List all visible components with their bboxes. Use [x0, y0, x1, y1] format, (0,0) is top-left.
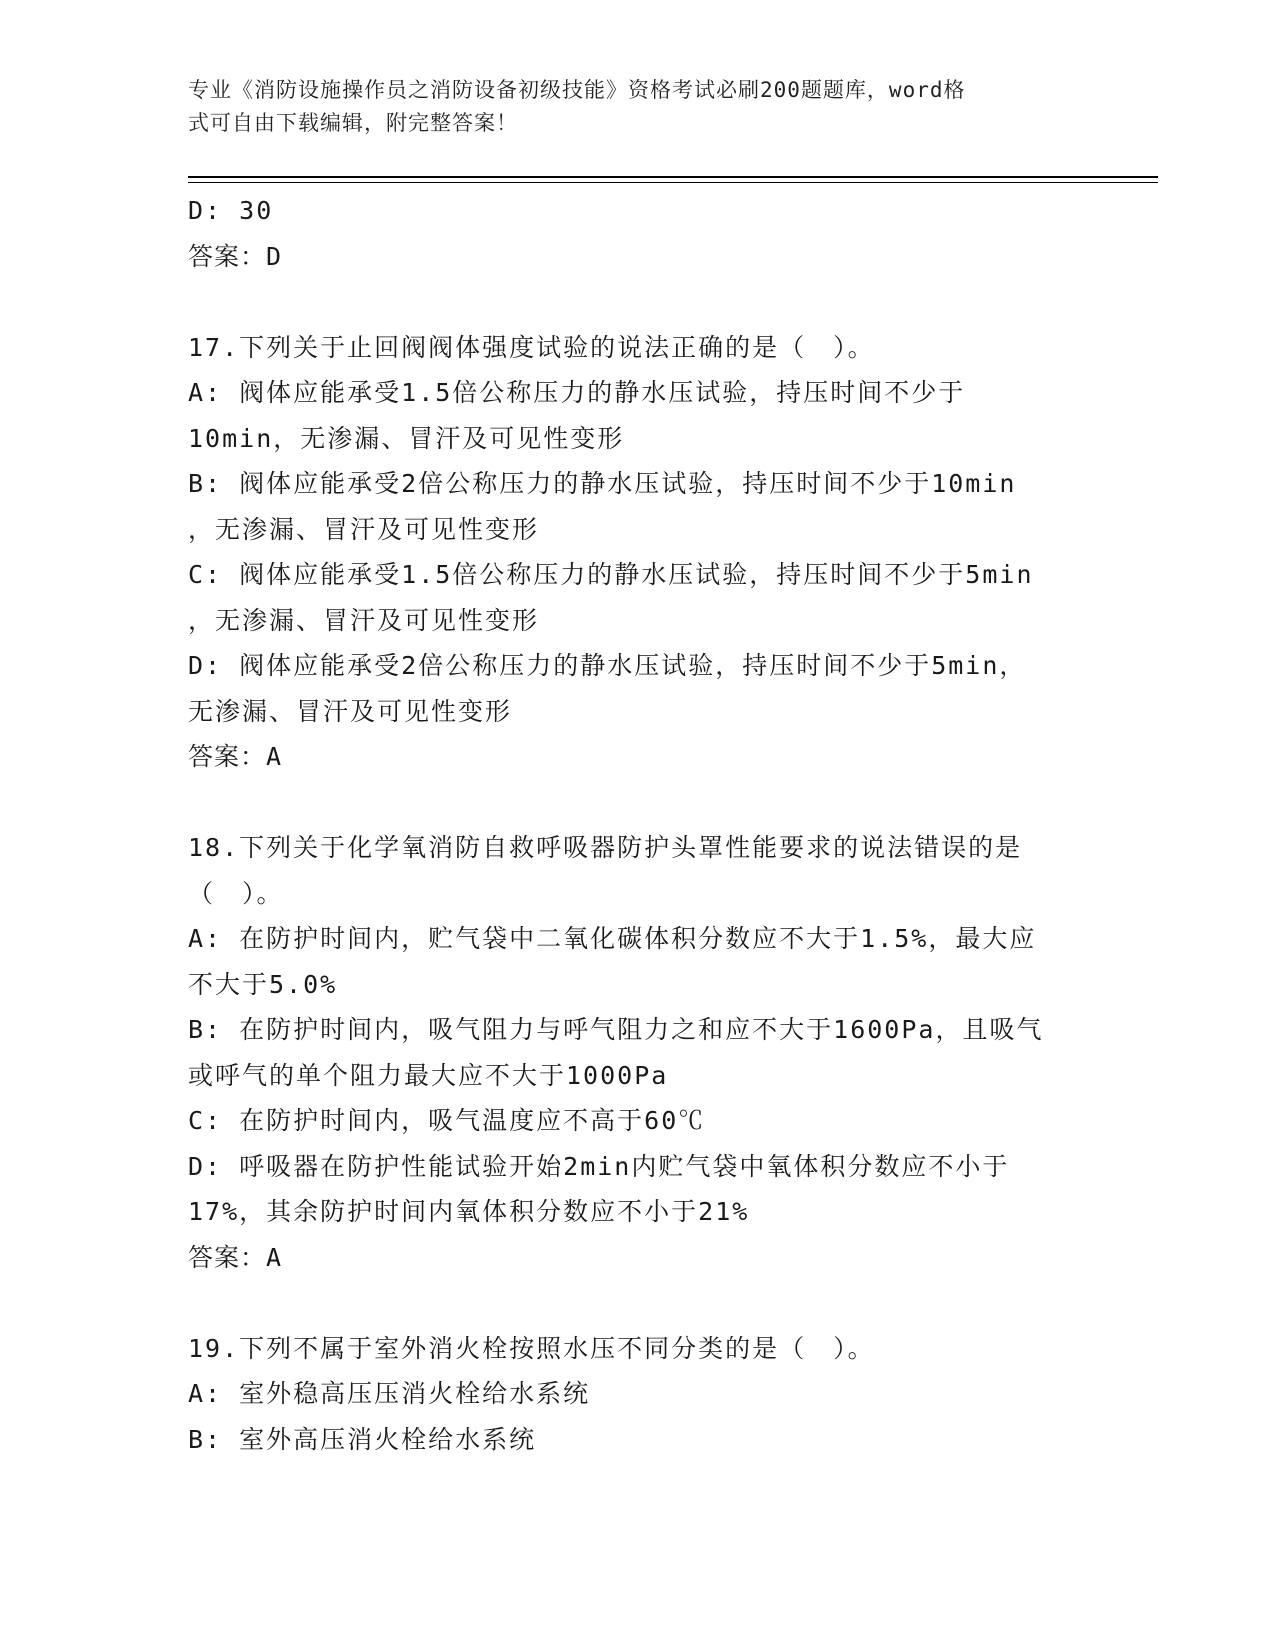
option-line: 10min，无渗漏、冒汗及可见性变形: [188, 423, 625, 453]
question-stem: 19.下列不属于室外消火栓按照水压不同分类的是（ ）。: [188, 1333, 875, 1363]
option-line: A: 室外稳高压压消火栓给水系统: [188, 1379, 591, 1408]
spacer: [188, 780, 1088, 826]
option-line: C: 在防护时间内，吸气温度应不高于60℃: [188, 1106, 706, 1135]
option-line: 或呼气的单个阻力最大应不大于1000Pa: [188, 1060, 669, 1090]
option-line: 17%，其余防护时间内氧体积分数应不小于21%: [188, 1197, 750, 1226]
option-line: C: 阀体应能承受1.5倍公称压力的静水压试验，持压时间不少于5min: [188, 560, 1034, 589]
question-19: [188, 1326, 1088, 1463]
option-line: A: 在防护时间内，贮气袋中二氧化碳体积分数应不大于1.5%，最大应: [188, 924, 1037, 953]
option-line: B: 室外高压消火栓给水系统: [188, 1424, 537, 1454]
option-line: A: 阀体应能承受1.5倍公称压力的静水压试验，持压时间不少于: [188, 378, 966, 407]
spacer: [188, 1280, 1088, 1326]
spacer: [188, 279, 1088, 325]
option-line: D: 呼吸器在防护性能试验开始2min内贮气袋中氧体积分数应不小于: [188, 1151, 1010, 1181]
question-stem-continued: （ ）。: [188, 878, 284, 908]
question-18: [188, 825, 1088, 1280]
header-line-1: 专业《消防设施操作员之消防设备初级技能》资格考试必刷200题题库，word格: [188, 78, 966, 102]
prev-option-d: D: 30: [188, 196, 274, 225]
question-stem: 17.下列关于止回阀阀体强度试验的说法正确的是（ ）。: [188, 332, 875, 362]
answer-line: 答案：A: [188, 742, 283, 771]
document-body: [188, 188, 1088, 1462]
page-header: [188, 74, 1068, 140]
question-17: [188, 325, 1088, 780]
option-line: D: 阀体应能承受2倍公称压力的静水压试验，持压时间不少于5min，: [188, 651, 1027, 680]
option-line: ，无渗漏、冒汗及可见性变形: [188, 605, 540, 635]
option-line: 无渗漏、冒汗及可见性变形: [188, 696, 513, 726]
header-rule-thick: [188, 176, 1158, 178]
answer-line: 答案：A: [188, 1242, 283, 1272]
header-rule-thin: [188, 182, 1158, 183]
option-line: B: 阀体应能承受2倍公称压力的静水压试验，持压时间不少于10min: [188, 469, 1017, 498]
option-line: 不大于5.0%: [188, 969, 338, 999]
prev-answer: 答案：D: [188, 241, 283, 271]
question-stem: 18.下列关于化学氧消防自救呼吸器防护头罩性能要求的说法错误的是: [188, 833, 1023, 862]
header-line-2: 式可自由下载编辑，附完整答案！: [188, 111, 518, 135]
option-line: B: 在防护时间内，吸气阻力与呼气阻力之和应不大于1600Pa，且吸气: [188, 1015, 1044, 1044]
option-line: ，无渗漏、冒汗及可见性变形: [188, 514, 540, 544]
